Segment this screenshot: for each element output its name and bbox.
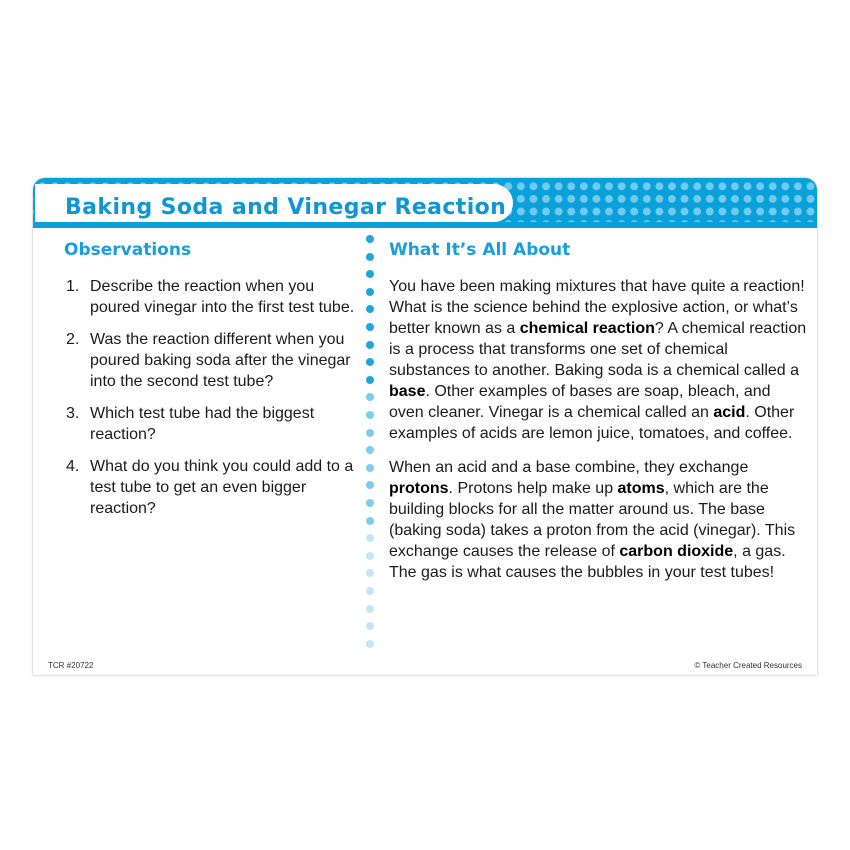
question-text: Was the reaction different when you poured baking soda after the vinegar into the second test tube? — [90, 331, 351, 390]
list-item — [66, 276, 366, 318]
divider-dot — [366, 640, 374, 648]
term-base: base — [389, 383, 426, 400]
divider-dot — [366, 587, 374, 595]
footer-code: TCR #20722 — [48, 661, 94, 670]
divider-dot — [366, 569, 374, 577]
observations-heading: Observations — [64, 240, 192, 260]
about-paragraph-2: When an acid and a base combine, they exchange protons. Protons help make up atoms, which are the building blocks for all the matter around us. The base (baking soda) takes a proton from the acid (vinegar). This exchange causes the release of carbon dioxide, a gas. The gas is what causes the bubbles in your test tubes! — [389, 459, 796, 581]
divider-dot — [366, 376, 374, 384]
list-item — [66, 403, 366, 445]
divider-dot — [366, 446, 374, 454]
divider-dot — [366, 341, 374, 349]
list-item — [66, 329, 366, 392]
question-text: Which test tube had the biggest reaction? — [90, 405, 315, 443]
divider-dot — [366, 605, 374, 613]
divider-dot — [366, 534, 374, 542]
about-paragraph-1: You have been making mixtures that have quite a reaction! What is the science behind the explosive action, or what’s better known as a chemical reaction? A chemical reaction is a process that transforms one set of chemical substances to another. Baking soda is a chemical called a base. Other examples of bases are soap, bleach, and oven cleaner. Vinegar is a chemical called an acid. Other examples of acids are lemon juice, tomatoes, and coffee. — [389, 278, 807, 442]
divider-dot — [366, 411, 374, 419]
list-item — [66, 456, 366, 519]
question-text: What do you think you could add to a test tube to get an even bigger reaction? — [90, 458, 354, 517]
question-number: 3. — [66, 405, 80, 422]
divider-dot — [366, 253, 374, 261]
divider-dot — [366, 481, 374, 489]
divider-dot — [366, 358, 374, 366]
activity-card — [33, 178, 817, 675]
question-number: 1. — [66, 278, 80, 295]
divider-dot — [366, 235, 374, 243]
question-number: 4. — [66, 458, 80, 475]
title-banner — [35, 184, 513, 222]
divider-dot — [366, 517, 374, 525]
divider-dot — [366, 305, 374, 313]
term-chemical-reaction: chemical reaction — [519, 320, 655, 337]
divider-dot — [366, 622, 374, 630]
divider-dot — [366, 270, 374, 278]
about-heading: What It’s All About — [389, 240, 571, 260]
term-atoms: atoms — [617, 480, 665, 497]
title-band-edge — [33, 222, 817, 228]
divider-dot — [366, 464, 374, 472]
about-body — [389, 276, 809, 596]
divider-dot — [366, 323, 374, 331]
divider-dot — [366, 429, 374, 437]
card-title: Baking Soda and Vinegar Reaction — [65, 195, 507, 220]
term-protons: protons — [389, 480, 449, 497]
term-acid: acid — [713, 404, 746, 421]
term-carbon-dioxide: carbon dioxide — [619, 543, 734, 560]
observations-list — [66, 276, 366, 530]
divider-dot — [366, 393, 374, 401]
question-text: Describe the reaction when you poured vinegar into the first test tube. — [90, 278, 355, 316]
dotted-divider — [364, 235, 376, 665]
divider-dot — [366, 499, 374, 507]
question-number: 2. — [66, 331, 80, 348]
footer-copyright: © Teacher Created Resources — [694, 661, 802, 670]
divider-dot — [366, 288, 374, 296]
divider-dot — [366, 552, 374, 560]
